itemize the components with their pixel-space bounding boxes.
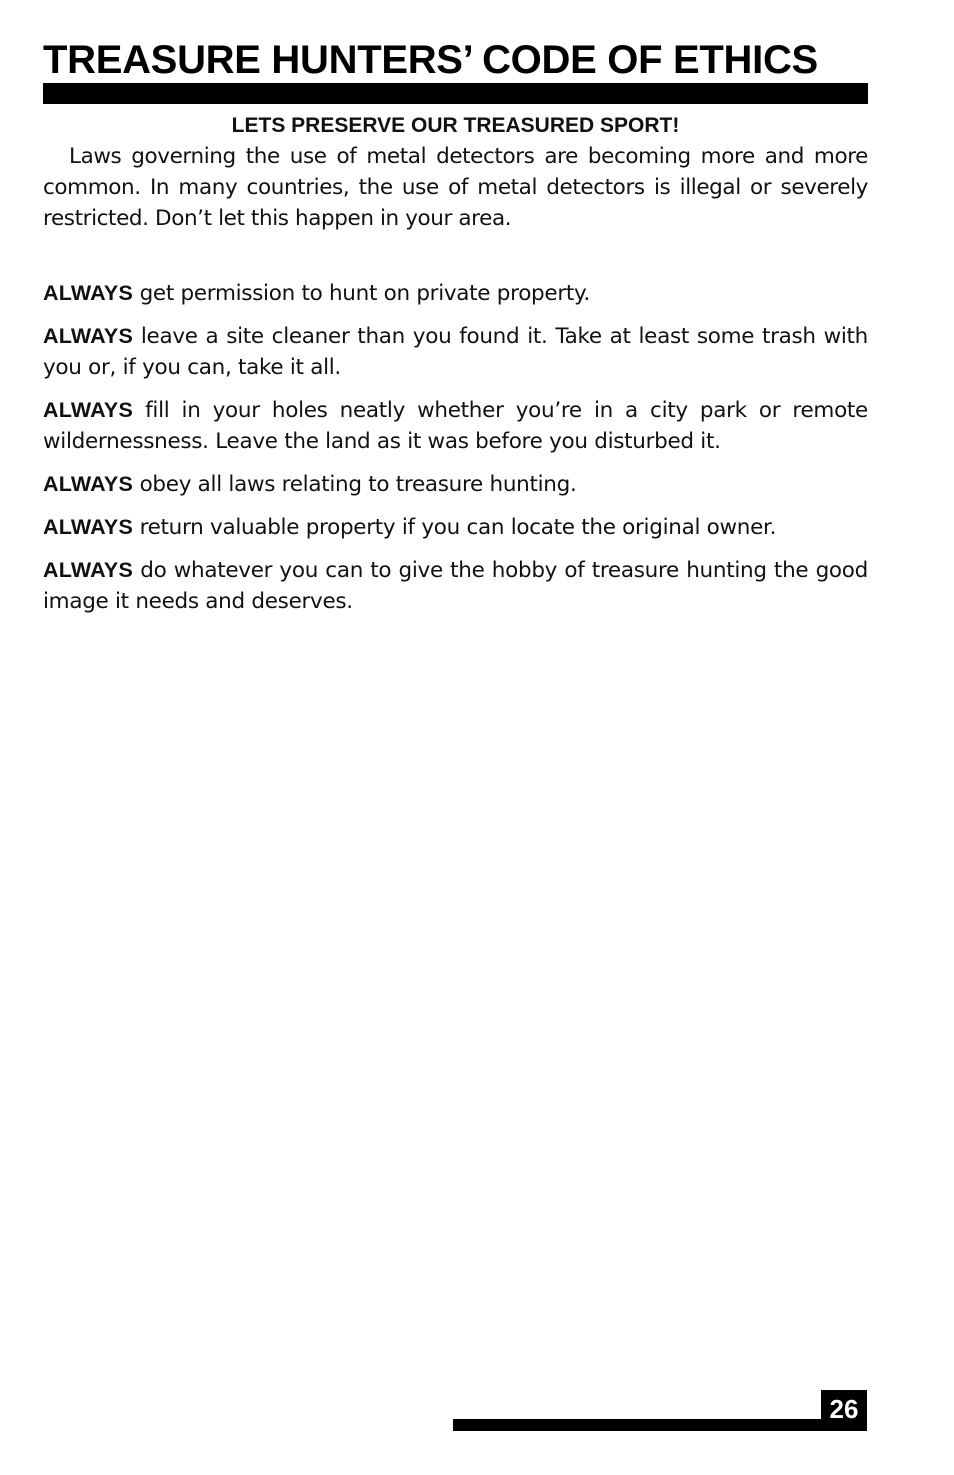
page-number: 26: [821, 1390, 867, 1431]
rule-item: [43, 555, 868, 617]
rule-item: [43, 321, 868, 383]
intro-paragraph: Laws governing the use of metal detectors are becoming more and more common. In many countries, the use of metal detectors is illegal or severely restricted. Don’t let this happen in your area.: [43, 144, 868, 231]
rule-text: do whatever you can to give the hobby of treasure hunting the good image it needs and deserves.: [43, 558, 868, 614]
rule-keyword: ALWAYS: [43, 281, 134, 305]
rule-text: leave a site cleaner than you found it. Take at least some trash with you or, if you can, take it all.: [43, 324, 868, 380]
rule-item: [43, 278, 868, 309]
rule-text: get permission to hunt on private property.: [139, 281, 590, 306]
rule-text: return valuable property if you can locate the original owner.: [139, 515, 777, 540]
rule-item: [43, 469, 868, 500]
rule-keyword: ALWAYS: [43, 398, 134, 422]
footer-bar: [453, 1419, 867, 1431]
rule-item: [43, 512, 868, 543]
rule-text: fill in your holes neatly whether you’re in a city park or remote wildernessness. Leave the land as it was before you disturbed it.: [43, 398, 868, 454]
page-title: TREASURE HUNTERS’ CODE OF ETHICS: [43, 38, 818, 82]
title-underline-bar: [43, 83, 868, 104]
rule-keyword: ALWAYS: [43, 558, 134, 582]
rule-item: [43, 395, 868, 457]
rule-keyword: ALWAYS: [43, 472, 134, 496]
rule-keyword: ALWAYS: [43, 515, 134, 539]
rule-text: obey all laws relating to treasure hunting.: [139, 472, 577, 497]
ethics-rules-list: [43, 278, 868, 629]
rule-keyword: ALWAYS: [43, 324, 134, 348]
section-subtitle: LETS PRESERVE OUR TREASURED SPORT!: [231, 114, 680, 137]
